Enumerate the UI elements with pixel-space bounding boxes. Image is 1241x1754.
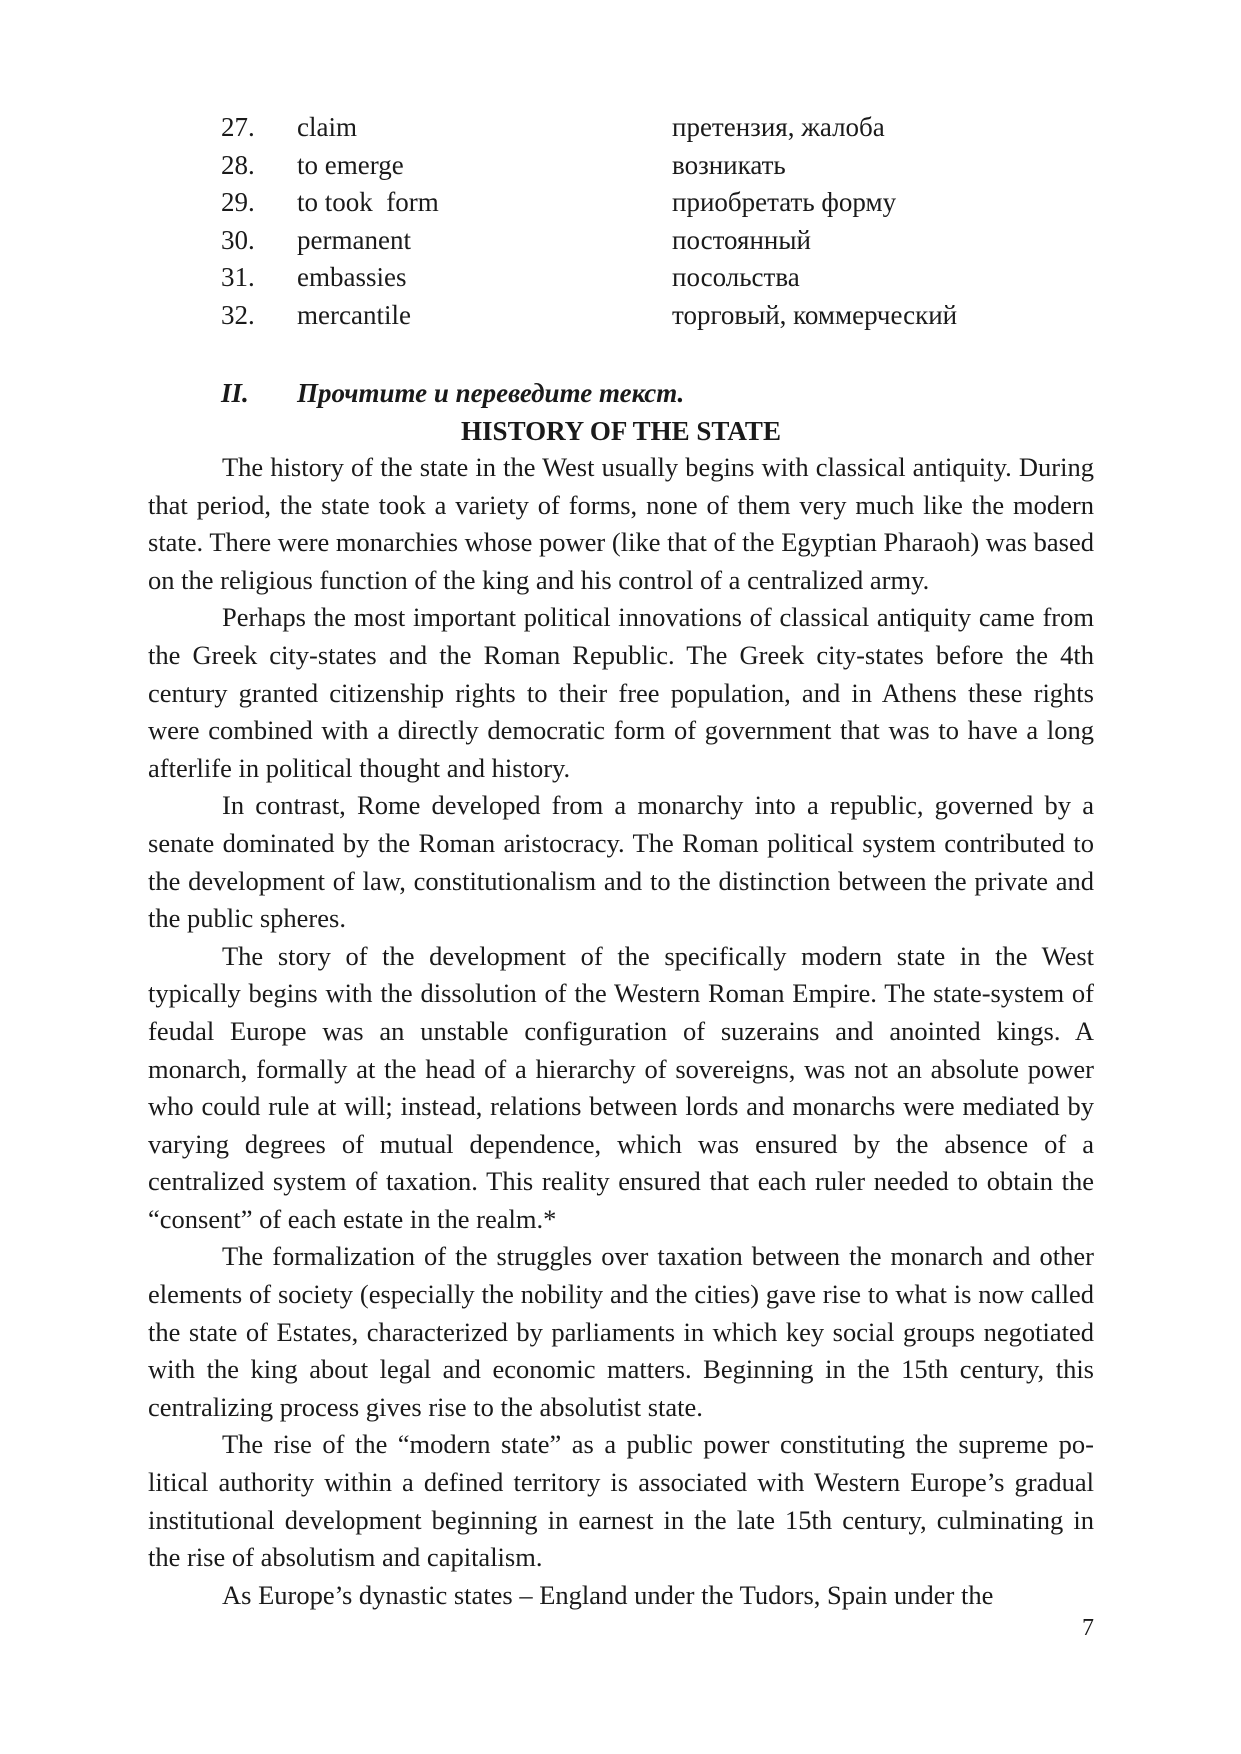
- task-number: II.: [221, 378, 249, 408]
- vocabulary-row: [0, 259, 1241, 297]
- paragraph: The rise of the “modern state” as a public power constituting the supreme political authority within a defined territory is associated with Western Europe’s gradual institutional development beginning in earnest in the late 15th century, culminating in the rise of absolutism and capitalism.: [148, 1429, 1094, 1573]
- vocabulary-number: 32.: [221, 299, 255, 330]
- vocabulary-russian-translation: посольства: [672, 262, 800, 292]
- vocabulary-english-term: embassies: [297, 262, 407, 292]
- vocabulary-row: [0, 184, 1241, 222]
- text-title: HISTORY OF THE STATE: [461, 416, 781, 446]
- vocabulary-row: [0, 147, 1241, 185]
- vocabulary-number: 29.: [221, 187, 255, 217]
- vocabulary-russian-translation: торговый, коммерческий: [672, 299, 958, 330]
- vocabulary-russian-translation: постоянный: [672, 224, 811, 255]
- paragraph: The story of the development of the specifically modern state in the West typically begins with the dissolution of the Western Roman Empire. The state-system of feudal Europe was an unstable configuration of suzerains and anointed kings. A monarch, formally at the head of a hierarchy of sovereigns, was not an absolute power who could rule at will; instead, relations between lords and monarchs were mediated by varying degrees of mutual dependence, which was ensured by the absence of a centralized system of taxation. This reality ensured that each ruler needed to obtain the “consent” of each estate in the realm.*: [148, 940, 1094, 1234]
- vocabulary-row: [0, 109, 1241, 147]
- page-number: 7: [1082, 1615, 1094, 1641]
- vocabulary-english-term: claim: [297, 112, 357, 142]
- vocabulary-russian-translation: возникать: [672, 149, 786, 180]
- vocabulary-number: 30.: [221, 224, 255, 255]
- vocabulary-number: 27.: [221, 112, 255, 142]
- vocabulary-russian-translation: приобретать форму: [672, 187, 897, 217]
- paragraph: In contrast, Rome developed from a monarchy into a republic, governed by a senate dominated by the Roman aristocracy. The Roman political system contributed to the development of law, constitutionalism and to the distinction between the private and the public spheres.: [148, 790, 1094, 934]
- task-instruction: Прочтите и переведите текст.: [297, 378, 685, 408]
- vocabulary-number: 31.: [221, 262, 255, 292]
- vocabulary-english-term: to emerge: [297, 149, 404, 180]
- vocabulary-english-term: permanent: [297, 224, 411, 255]
- vocabulary-list: [0, 109, 1241, 334]
- vocabulary-english-term: mercantile: [297, 299, 411, 330]
- paragraph: Perhaps the most important political innovations of classical antiquity came from the Greek city-states and the Roman Republic. The Greek city-states before the 4th century granted citizenship rights to their free population, and in Athens these rights were combined with a directly democratic form of government that was to have a long afterlife in political thought and history.: [148, 602, 1094, 783]
- vocabulary-row: [0, 297, 1241, 335]
- vocabulary-russian-translation: претензия, жалоба: [672, 112, 885, 142]
- paragraph: The formalization of the struggles over taxation between the monarch and other elements of society (especially the nobility and the cities) gave rise to what is now called the state of Estates, characterized by parliaments in which key social groups negotiated with the king about legal and economic matters. Beginning in the 15th century, this centralizing process gives rise to the absolutist state.: [148, 1241, 1094, 1422]
- vocabulary-english-term: to took form: [297, 187, 439, 217]
- paragraph: The history of the state in the West usually begins with classical antiquity. During that period, the state took a variety of forms, none of them very much like the modern state. There were monarchies whose power (like that of the Egyptian Pharaoh) was based on the religious function of the king and his control of a centralized army.: [148, 452, 1094, 595]
- vocabulary-row: [0, 222, 1241, 260]
- reading-text: [148, 449, 1094, 1614]
- paragraph: As Europe’s dynastic states – England under the Tudors, Spain under the: [222, 1579, 994, 1610]
- vocabulary-number: 28.: [221, 149, 255, 180]
